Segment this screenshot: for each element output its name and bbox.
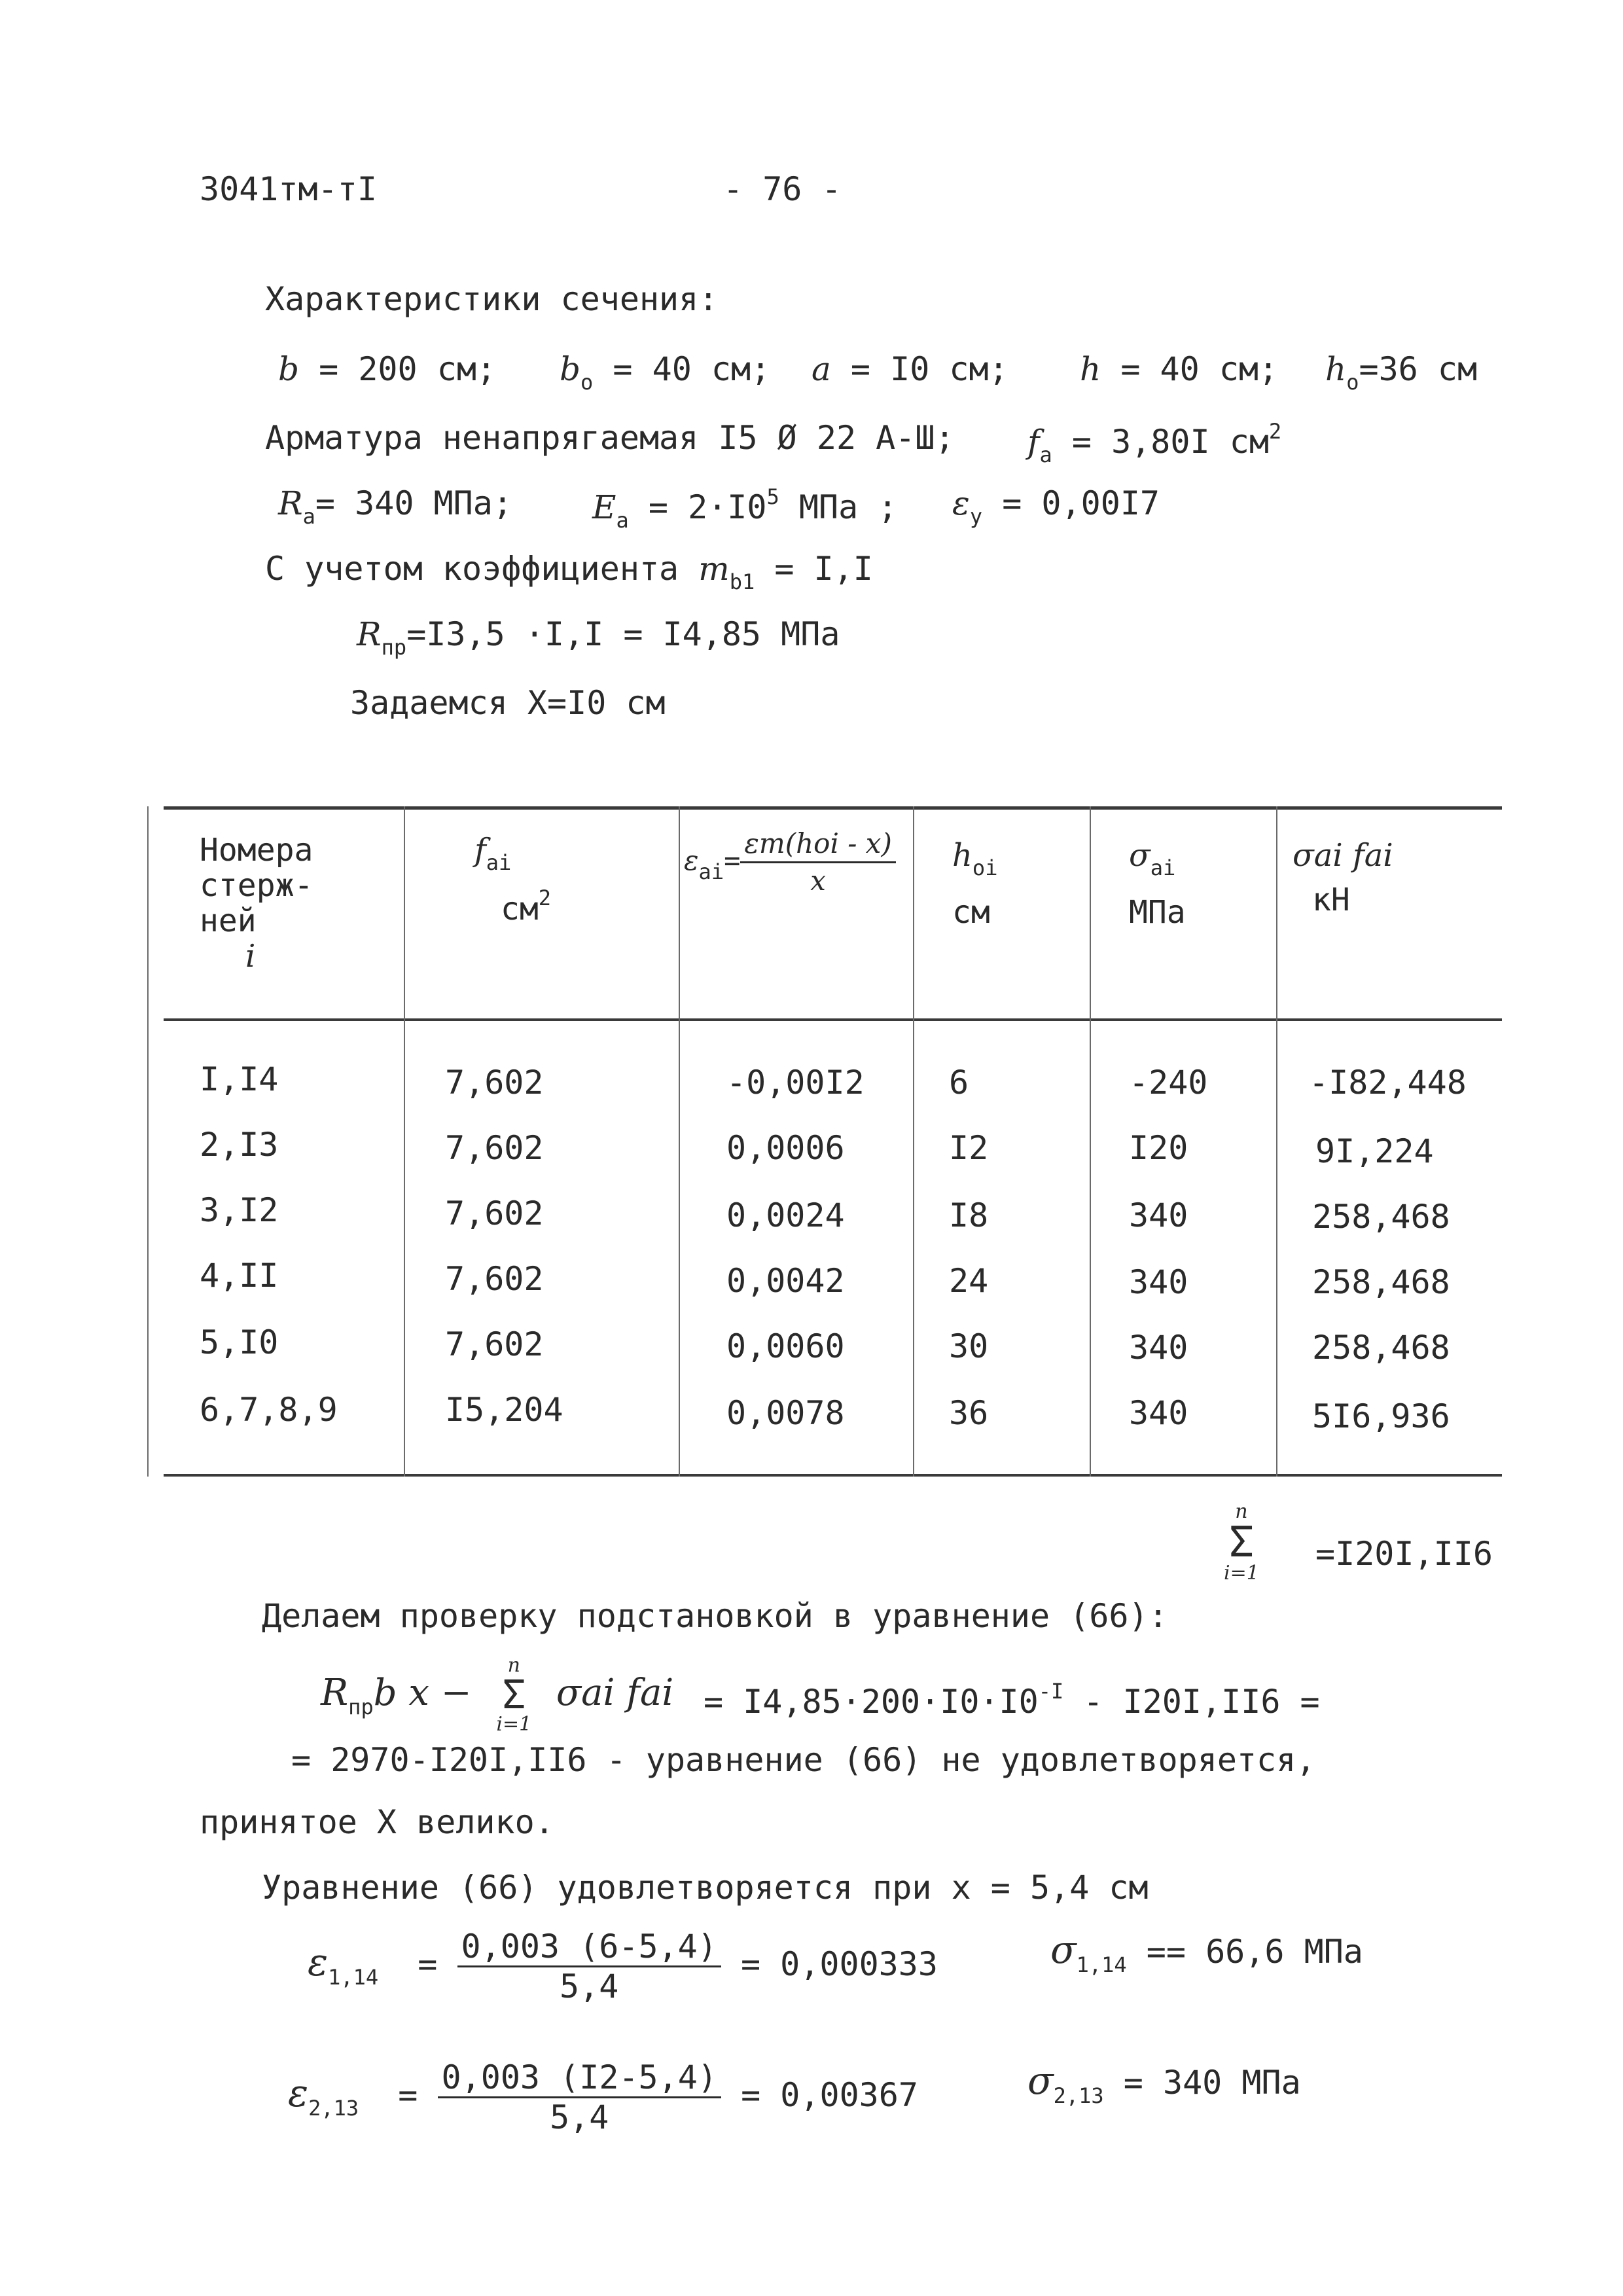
rebar-strength: $R_a= 340$ МПа;	[278, 484, 512, 529]
stress-2-13: $\sigma_{2,13} = 340$ МПа	[1027, 2058, 1301, 2108]
document-code: 3041тм-тI	[200, 170, 377, 208]
table-sum-symbol: n Σ i=1	[1224, 1500, 1259, 1585]
design-strength: $R_{пр}=I3,5 \cdot I,I = I4,85$ МПа	[357, 615, 840, 660]
table-header-depth: $h_{oi}$ см	[952, 837, 998, 931]
section-title: Характеристики сечения:	[265, 280, 719, 318]
page-number: - 76 -	[723, 170, 842, 208]
table-column-divider	[679, 806, 680, 1477]
check-equation: $R_{пр}b$ x − n Σ i=1 σai fai	[321, 1654, 674, 1736]
elastic-modulus: $E_a = 2\cdot I0^5$ МПа ;	[592, 484, 898, 533]
table-bottom-rule	[164, 1474, 1502, 1477]
table-left-border	[147, 806, 149, 1477]
section-dimension-h: h = 40 см;	[1080, 350, 1279, 388]
table-header-rule	[164, 1018, 1502, 1021]
table-header-strain: $\varepsilon_{ai}=$ $\frac{\text{εm(hoi - x)}}{x}$	[684, 826, 896, 899]
section-dimension-b: b = 200 см;	[278, 350, 497, 388]
table-header-force: σai fai кН	[1293, 837, 1393, 918]
check-conclusion: принятое X велико.	[200, 1803, 554, 1841]
assumed-x: Задаемся X=I0 см	[350, 684, 666, 722]
table-column-divider	[1090, 806, 1091, 1477]
rebar-description: Арматура ненапрягаемая I5 Ø 22 А-Ш;	[265, 419, 955, 457]
yield-strain: $\varepsilon_y = 0,00I7$	[952, 484, 1160, 529]
table-header-stress: $\sigma_{ai}$ МПа	[1129, 837, 1186, 931]
section-dimension-a: a = I0 см;	[812, 350, 1008, 388]
table-header-area: $f_{ai}$ $см^2$	[474, 832, 552, 927]
strain-1-14-equation: $\varepsilon_{1,14}$ = $\frac{0,003 (6-5,4)}{5,4}$ = 0,000333	[308, 1928, 938, 2005]
coefficient-line: С учетом коэффициента $m_{b1} = I,I$	[265, 550, 873, 594]
rebar-area: $f_a = 3,80I$ $см^2$	[1027, 419, 1282, 467]
result-intro: Уравнение (66) удовлетворяется при x = 5,4 см	[262, 1869, 1149, 1907]
check-result-line: = 2970-I20I,II6 - уравнение (66) не удовлетворяется,	[291, 1741, 1316, 1779]
table-top-rule	[164, 806, 1502, 810]
check-right-side: = $I4,85\cdot 200\cdot I0\cdot I0^{-I} - I20I,II6$ =	[704, 1679, 1320, 1721]
table-sum-value: =I20I,II6	[1315, 1535, 1493, 1573]
section-dimension-h0: $h_o=36$ см	[1325, 350, 1478, 395]
section-dimension-b0: $b_o = 40$ см;	[560, 350, 771, 395]
table-column-divider	[404, 806, 405, 1477]
table-column-divider	[913, 806, 914, 1477]
strain-2-13-equation: $\varepsilon_{2,13}$ = $\frac{0,003 (I2-5,4)}{5,4}$ = 0,00367	[288, 2058, 918, 2136]
check-intro: Делаем проверку подстановкой в уравнение (66):	[262, 1597, 1168, 1635]
table-header-bar-number: Номера стерж- ней i	[200, 832, 313, 975]
stress-1-14: $\sigma_{1,14} == 66,6$ МПа	[1050, 1928, 1363, 1977]
table-column-divider	[1276, 806, 1277, 1477]
